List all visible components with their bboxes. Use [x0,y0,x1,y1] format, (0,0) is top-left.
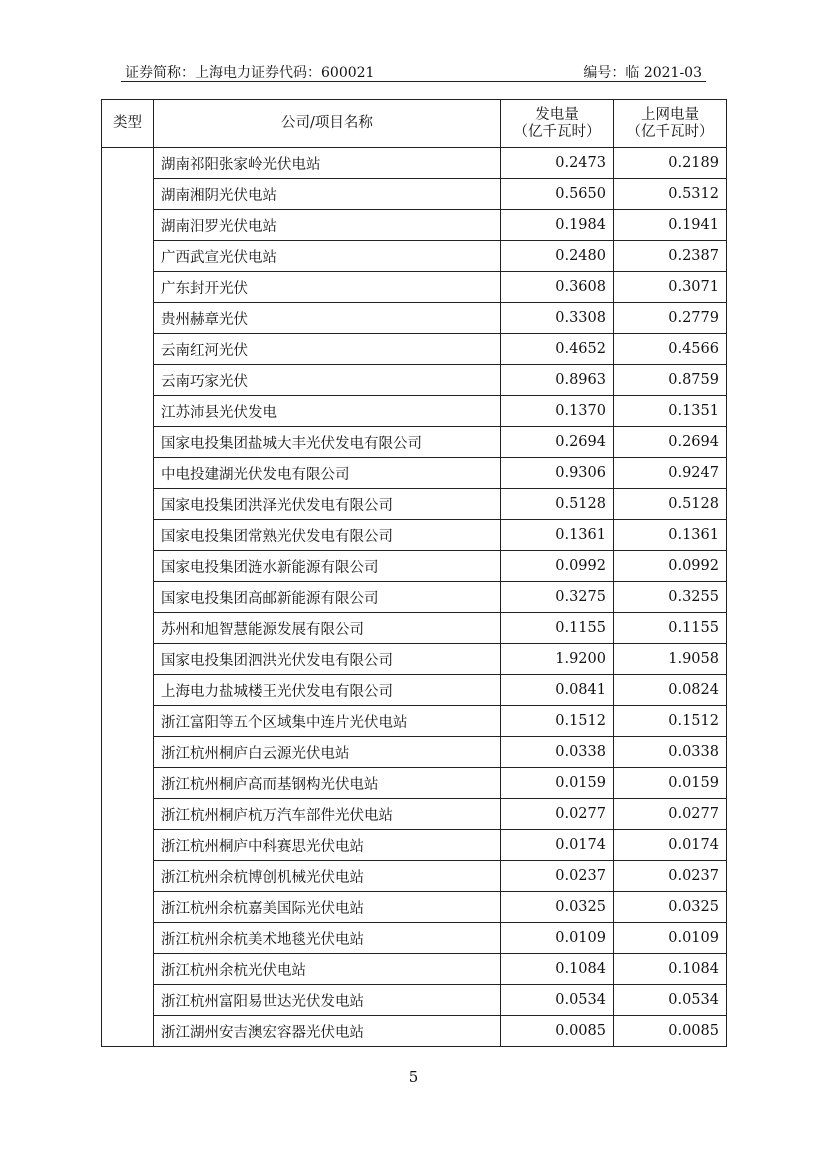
grid-power-cell: 0.0325 [614,892,727,923]
grid-power-cell: 0.8759 [614,365,727,396]
generation-cell: 0.0277 [501,799,614,830]
table-row [102,799,727,830]
header-company-name: 公司/项目名称 [154,100,501,148]
table-row [102,954,727,985]
company-name-cell: 广东封开光伏 [154,272,501,303]
company-name-cell: 浙江杭州余杭博创机械光伏电站 [154,861,501,892]
generation-cell: 0.2473 [501,148,614,179]
company-name-cell: 国家电投集团洪泽光伏发电有限公司 [154,489,501,520]
header-generation [501,100,614,148]
generation-cell: 0.0109 [501,923,614,954]
table-row [102,892,727,923]
grid-power-cell: 0.0085 [614,1016,727,1047]
grid-power-cell: 0.0992 [614,551,727,582]
generation-cell: 0.0534 [501,985,614,1016]
grid-power-cell: 0.0277 [614,799,727,830]
generation-cell: 0.1361 [501,520,614,551]
header-type: 类型 [102,100,154,148]
header-generation-title: 发电量 [535,106,579,123]
grid-power-cell: 0.1941 [614,210,727,241]
grid-power-cell: 0.1361 [614,520,727,551]
grid-power-cell: 0.3255 [614,582,727,613]
header-generation-unit: （亿千瓦时） [513,123,601,140]
table-row [102,861,727,892]
generation-cell: 0.1084 [501,954,614,985]
power-generation-table [101,99,727,1047]
company-name-cell: 国家电投集团涟水新能源有限公司 [154,551,501,582]
generation-cell: 0.1512 [501,706,614,737]
generation-cell: 0.5650 [501,179,614,210]
table-row [102,210,727,241]
company-name-cell: 浙江杭州富阳易世达光伏发电站 [154,985,501,1016]
company-name-cell: 中电投建湖光伏发电有限公司 [154,458,501,489]
grid-power-cell: 0.1351 [614,396,727,427]
generation-cell: 0.3275 [501,582,614,613]
company-name-cell: 浙江杭州桐庐杭万汽车部件光伏电站 [154,799,501,830]
grid-power-cell: 0.5312 [614,179,727,210]
company-name-cell: 江苏沛县光伏发电 [154,396,501,427]
generation-cell: 0.2694 [501,427,614,458]
company-name-cell: 贵州赫章光伏 [154,303,501,334]
table-row [102,768,727,799]
table-body [102,148,727,1047]
header-grid-title: 上网电量 [641,106,699,123]
generation-cell: 0.1370 [501,396,614,427]
generation-cell: 0.9306 [501,458,614,489]
company-name-cell: 苏州和旭智慧能源发展有限公司 [154,613,501,644]
grid-power-cell: 0.2779 [614,303,727,334]
table-row [102,272,727,303]
table-row [102,644,727,675]
table-row [102,148,727,179]
generation-cell: 0.1155 [501,613,614,644]
generation-cell: 0.0992 [501,551,614,582]
table-row [102,1016,727,1047]
table-row [102,551,727,582]
grid-power-cell: 0.0534 [614,985,727,1016]
grid-power-cell: 0.0237 [614,861,727,892]
generation-cell: 0.3308 [501,303,614,334]
table-row [102,396,727,427]
table-row [102,458,727,489]
grid-power-cell: 0.0109 [614,923,727,954]
table-row [102,489,727,520]
page-number: 5 [408,1068,419,1086]
grid-power-cell: 0.2387 [614,241,727,272]
header-security-info: 证券简称：上海电力证券代码：600021 [125,65,375,81]
table-row [102,427,727,458]
company-name-cell: 上海电力盐城楼王光伏发电有限公司 [154,675,501,706]
generation-cell: 0.0085 [501,1016,614,1047]
company-name-cell: 湖南湘阴光伏电站 [154,179,501,210]
header-divider [121,81,706,82]
company-name-cell: 广西武宣光伏电站 [154,241,501,272]
table-row [102,706,727,737]
grid-power-cell: 0.0174 [614,830,727,861]
generation-cell: 0.1984 [501,210,614,241]
grid-power-cell: 0.3071 [614,272,727,303]
table-row [102,179,727,210]
generation-cell: 0.3608 [501,272,614,303]
grid-power-cell: 0.0159 [614,768,727,799]
company-name-cell: 国家电投集团高邮新能源有限公司 [154,582,501,613]
table-row [102,613,727,644]
generation-cell: 0.0338 [501,737,614,768]
table-row [102,582,727,613]
company-name-cell: 浙江杭州余杭嘉美国际光伏电站 [154,892,501,923]
table-row [102,737,727,768]
generation-cell: 0.2480 [501,241,614,272]
company-name-cell: 云南红河光伏 [154,334,501,365]
table-row [102,241,727,272]
grid-power-cell: 0.9247 [614,458,727,489]
generation-cell: 1.9200 [501,644,614,675]
company-name-cell: 国家电投集团泗洪光伏发电有限公司 [154,644,501,675]
generation-cell: 0.0174 [501,830,614,861]
grid-power-cell: 0.2189 [614,148,727,179]
generation-cell: 0.0237 [501,861,614,892]
grid-power-cell: 0.1512 [614,706,727,737]
grid-power-cell: 0.0824 [614,675,727,706]
table-row [102,365,727,396]
header-grid-power [614,100,727,148]
table-header-row [102,100,727,148]
company-name-cell: 湖南祁阳张家岭光伏电站 [154,148,501,179]
grid-power-cell: 0.5128 [614,489,727,520]
header-grid-unit: （亿千瓦时） [626,123,714,140]
grid-power-cell: 1.9058 [614,644,727,675]
company-name-cell: 浙江杭州余杭光伏电站 [154,954,501,985]
grid-power-cell: 0.0338 [614,737,727,768]
grid-power-cell: 0.1155 [614,613,727,644]
grid-power-cell: 0.4566 [614,334,727,365]
company-name-cell: 浙江富阳等五个区域集中连片光伏电站 [154,706,501,737]
grid-power-cell: 0.1084 [614,954,727,985]
generation-cell: 0.4652 [501,334,614,365]
generation-cell: 0.8963 [501,365,614,396]
header-announcement-number: 编号：临 2021-03 [583,65,702,81]
company-name-cell: 浙江杭州桐庐中科赛思光伏电站 [154,830,501,861]
generation-cell: 0.0841 [501,675,614,706]
table-row [102,923,727,954]
company-name-cell: 云南巧家光伏 [154,365,501,396]
generation-cell: 0.5128 [501,489,614,520]
grid-power-cell: 0.2694 [614,427,727,458]
company-name-cell: 国家电投集团常熟光伏发电有限公司 [154,520,501,551]
table-row [102,675,727,706]
company-name-cell: 湖南汨罗光伏电站 [154,210,501,241]
company-name-cell: 国家电投集团盐城大丰光伏发电有限公司 [154,427,501,458]
table-row [102,334,727,365]
company-name-cell: 浙江湖州安吉澳宏容器光伏电站 [154,1016,501,1047]
company-name-cell: 浙江杭州桐庐高而基钢构光伏电站 [154,768,501,799]
table-row [102,985,727,1016]
company-name-cell: 浙江杭州桐庐白云源光伏电站 [154,737,501,768]
table-row [102,303,727,334]
generation-cell: 0.0325 [501,892,614,923]
company-name-cell: 浙江杭州余杭美术地毯光伏电站 [154,923,501,954]
table-row [102,830,727,861]
generation-cell: 0.0159 [501,768,614,799]
table-row [102,520,727,551]
type-cell [102,148,154,1047]
